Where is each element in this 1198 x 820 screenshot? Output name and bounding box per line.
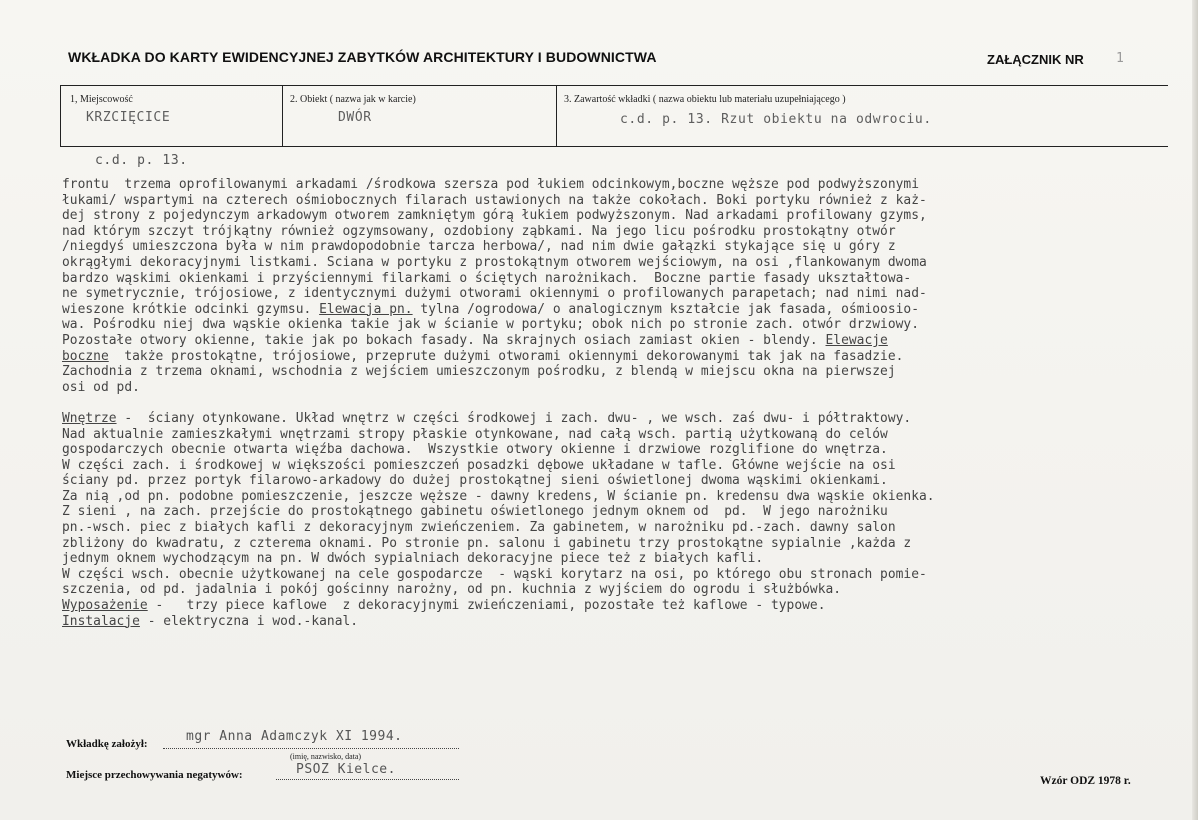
negatives-label: Miejsce przechowywania negatywów: bbox=[66, 769, 243, 781]
body-line: Zachodnia z trzema oknami, wschodnia z wejściem umieszczonym pośrodku, z blendą w miejscu okna na pierwszej bbox=[62, 364, 896, 380]
paper-edge bbox=[1192, 0, 1198, 820]
elevation-north-label: Elewacja pn. bbox=[319, 301, 413, 317]
field-box-bottom-rule bbox=[60, 146, 1168, 147]
author-dotted-line bbox=[163, 748, 459, 749]
body-line-side-2 bbox=[62, 349, 1192, 365]
annex-label: ZAŁĄCZNIK NR bbox=[987, 52, 1084, 67]
body-line: /niegdyś umieszczona była w nim prawdopodobnie tarcza herbowa/, nad nim dwie gałązki stykające się u góry z bbox=[62, 239, 896, 255]
form-pattern: Wzór ODZ 1978 r. bbox=[1040, 775, 1131, 787]
place-label: 1, Miejscowość bbox=[70, 94, 133, 105]
negatives-value: PSOZ Kielce. bbox=[296, 762, 396, 777]
author-label: Wkładkę założył: bbox=[66, 738, 148, 750]
body-line: szczenia, od pd. jadalnia i pokój gościnny narożny, od pn. kuchnia z wyjściem do ogrodu i służbówka. bbox=[62, 582, 842, 598]
installation-label: Instalacje bbox=[62, 613, 140, 629]
body-line: gospodarczych obecnie otwarta więźba dachowa. Wszystkie otwory okienne i drzwiowe rozglifione do wnętrza. bbox=[62, 442, 888, 458]
body-line: Z sieni , na zach. przejście do prostokątnego gabinetu oświetlonego jednym oknem od pd. W jego narożniku bbox=[62, 504, 888, 520]
object-label: 2. Obiekt ( nazwa jak w karcie) bbox=[290, 94, 416, 105]
interior-text: - ściany otynkowane. Układ wnętrz w części środkowej i zach. dwu- , we wsch. zaś dwu- i półtraktowy. bbox=[116, 410, 912, 426]
interior-line bbox=[62, 411, 1192, 427]
continuation-note: c.d. p. 13. bbox=[95, 153, 188, 168]
elevation-north-text: tylna /ogrodowa/ o analogicznym kształcie jak fasada, ośmioosio- bbox=[412, 301, 920, 317]
body-line-elevation bbox=[62, 302, 1192, 318]
body-line: W części zach. i środkowej w większości pomieszczeń posadzki dębowe układane w tafle. Główne wejście na osi bbox=[62, 457, 896, 473]
body-line: ściany pd. przez portyk filarowo-arkadowy do dużej prostokątnej sieni oświetlonej dwoma wąskimi okienkami. bbox=[62, 473, 888, 489]
content-label: 3. Zawartość wkładki ( nazwa obiektu lub materiału uzupełniającego ) bbox=[564, 94, 846, 105]
annex-number: 1 bbox=[1116, 51, 1124, 66]
field-box-top-rule bbox=[60, 85, 1168, 86]
paragraph-gap bbox=[62, 395, 1192, 411]
field-divider-2 bbox=[556, 85, 557, 146]
body-line-part: wieszone krótkie odcinki gzymsu. bbox=[62, 301, 320, 317]
side-elevations-text: także prostokątne, trójosiowe, przeprute dużymi otworami okiennymi dekorowanymi tak jak na fasadzie. bbox=[108, 348, 904, 364]
installation-text: - elektryczna i wod.-kanal. bbox=[139, 613, 359, 629]
body-line: okrągłymi dekoracyjnymi listkami. Sciana w portyku z prostokątnym otworem wejściowym, na osi ,flankowanym dwoma bbox=[62, 254, 927, 270]
field-box-left-rule bbox=[60, 85, 61, 146]
side-elevations-label-a: Elewacje bbox=[825, 332, 888, 348]
body-line: łukami/ wspartymi na czterech ośmiobocznych filarach ustawionych na także cokołach. Boki portyku również z każ- bbox=[62, 192, 927, 208]
object-value: DWÓR bbox=[338, 110, 372, 125]
negatives-dotted-line bbox=[276, 779, 459, 780]
side-elevations-label-b: boczne bbox=[62, 348, 109, 364]
body-line: osi od pd. bbox=[62, 379, 140, 395]
body-line: W części wsch. obecnie użytkowanej na cele gospodarcze - wąski korytarz na osi, po którego obu stronach pomie- bbox=[62, 566, 927, 582]
body-line: pn.-wsch. piec z białych kafli z dekoracyjnym zwieńczeniem. Za gabinetem, w narożniku pd.-zach. dawny salon bbox=[62, 520, 896, 536]
place-value: KRZCIĘCICE bbox=[86, 110, 171, 125]
equipment-label: Wyposażenie bbox=[62, 598, 148, 614]
equipment-line bbox=[62, 598, 1192, 614]
body-line-part: Pozostałe otwory okienne, takie jak po bokach fasady. Na skrajnych osiach zamiast okien - blendy. bbox=[62, 332, 826, 348]
body-line: Nad aktualnie zamieszkałymi wnętrzami stropy płaskie otynkowane, nad całą wsch. partią użytkowaną do celów bbox=[62, 426, 888, 442]
author-note: (imię, nazwisko, data) bbox=[290, 752, 362, 761]
interior-label: Wnętrze bbox=[62, 410, 117, 426]
body-line: frontu trzema oprofilowanymi arkadami /środkowa szersza pod łukiem odcinkowym,boczne węższe pod podwyższonymi bbox=[62, 177, 919, 192]
body-line: bardzo wąskimi okienkami i przyściennymi filarkami o ściętych narożnikach. Boczne partie fasady ukształtowa- bbox=[62, 270, 912, 286]
body-line: zbliżony do kwadratu, z czterema oknami. Po stronie pn. salonu i gabinetu trzy prostokątne sypialnie ,każda z bbox=[62, 535, 912, 551]
content-value: c.d. p. 13. Rzut obiektu na odwrociu. bbox=[620, 112, 932, 127]
document-title: WKŁADKA DO KARTY EWIDENCYJNEJ ZABYTKÓW ARCHITEKTURY I BUDOWNICTWA bbox=[68, 49, 657, 65]
installation-line bbox=[62, 614, 1192, 630]
body-line: wa. Pośrodku niej dwa wąskie okienka takie jak w ścianie w portyku; obok nich po stronie zach. otwór drzwiowy. bbox=[62, 317, 919, 333]
body-line: dej strony z pojedynczym arkadowym otworem zamkniętym górą łukiem podwyższonym. Nad arkadami profilowany gzyms, bbox=[62, 208, 927, 224]
body-line: nad którym szczyt trójkątny również ogzymsowany, ozdobiony ząbkami. Na jego licu pośrodku prostokątny otwór bbox=[62, 223, 896, 239]
author-value: mgr Anna Adamczyk XI 1994. bbox=[186, 729, 403, 744]
body-line: Za nią ,od pn. podobne pomieszczenie, jeszcze węższe - dawny kredens, W ścianie pn. kredensu dwa wąskie okienka. bbox=[62, 488, 935, 504]
body-line-side bbox=[62, 333, 1192, 349]
body-line: ne symetrycznie, trójosiowe, z identycznymi dużymi otworami okiennymi o profilowanych parapetach; nad nimi nad- bbox=[62, 286, 927, 302]
description-body bbox=[62, 177, 1192, 629]
equipment-text: - trzy piece kaflowe z dekoracyjnymi zwieńczeniami, pozostałe też kaflowe - typowe. bbox=[147, 598, 826, 614]
body-line: jednym oknem wychodzącym na pn. W dwóch sypialniach dekoracyjne piece też z białych kafli. bbox=[62, 551, 764, 567]
field-divider-1 bbox=[282, 85, 283, 146]
